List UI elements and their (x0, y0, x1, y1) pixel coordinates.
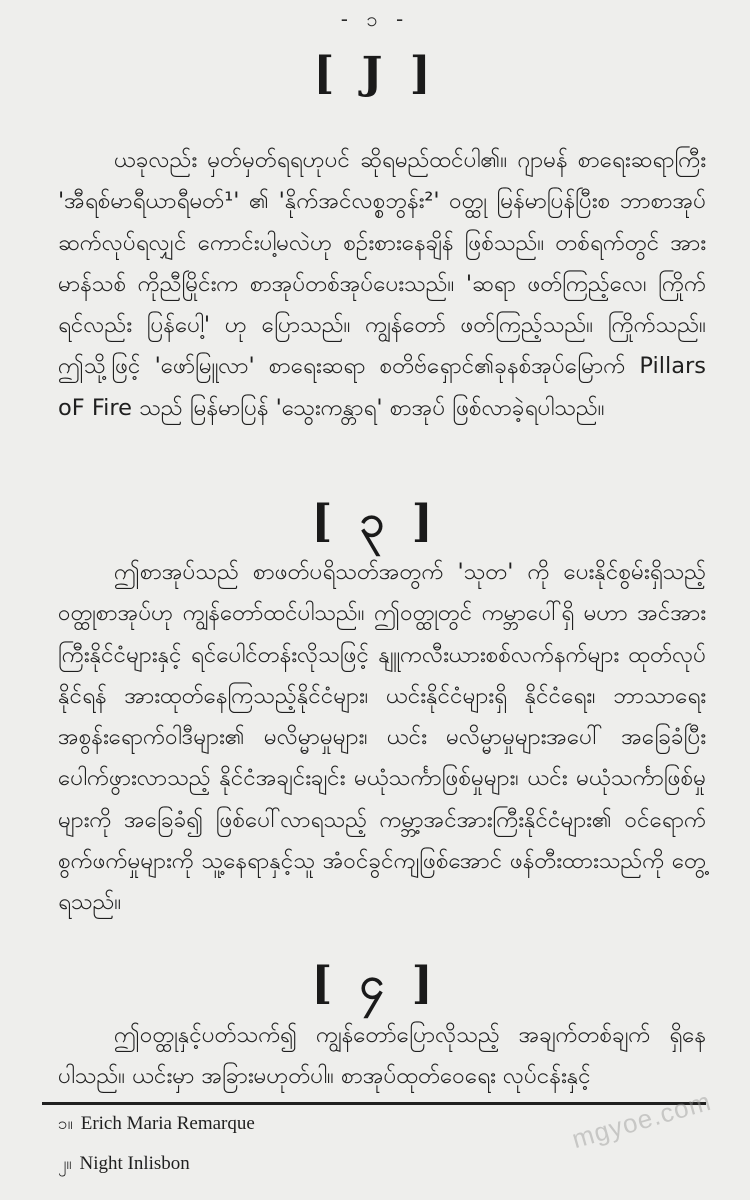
section-heading-3: [ ၃ ] (311, 496, 439, 547)
page-number: - ၁ - (340, 7, 410, 31)
footnote-2-text: Night Inlisbon (79, 1153, 190, 1174)
section-paragraph-3: ဤစာအုပ်သည် စာဖတ်ပရိသတ်အတွက် 'သုတ' ကို ပေးနိုင်စွမ်းရှိသည့် ဝတ္ထုစာအုပ်ဟု ကျွန်တော်ထင်ပါသည်။ ဤဝတ္ထုတွင် ကမ္ဘာပေါ်ရှိ မဟာ အင်အားကြီးနိုင်ငံများနှင့် ရင်ပေါင်တန်းလိုသဖြင့် နျူကလီးယားစစ်လက်နက်များ ထုတ်လုပ်နိုင်ရန် အားထုတ်နေကြသည့်နိုင်ငံများ၊ ယင်းနိုင်ငံများရှိ နိုင်ငံရေး၊ ဘာသာရေး အစွန်းရောက်ဝါဒီများ၏ မလိမ္မာမှုများ၊ ယင်း မလိမ္မာမှုများအပေါ် အခြေခံပြီး ပေါက်ဖွားလာသည့် နိုင်ငံအချင်းချင်း မယုံသင်္ကာဖြစ်မှုများ၊ ယင်း မယုံသင်္ကာဖြစ်မှုများကို အခြေခံ၍ ဖြစ်ပေါ်လာရသည့် ကမ္ဘာ့အင်အားကြီးနိုင်ငံများ၏ ဝင်ရောက်စွက်ဖက်မှုများကို သူ့နေရာနှင့်သူ အံဝင်ခွင်ကျဖြစ်အောင် ဖန်တီးထားသည်ကို တွေ့ရသည်။ (58, 559, 706, 916)
section-heading-2: [ J ] (313, 48, 437, 99)
section-heading-4: [ ၄ ] (311, 958, 439, 1009)
footnote-1-text: Erich Maria Remarque (80, 1113, 255, 1134)
footnote-2-mark: ၂။ (58, 1154, 72, 1174)
section-paragraph-2: ယခုလည်း မှတ်မှတ်ရရဟုပင် ဆိုရမည်ထင်ပါ၏။ ဂျာမန် စာရေးဆရာကြီး 'အီရစ်မာရီယာရီမတ်¹' ၏ 'နိုက်အင်လစ္စဘွန်း²' ဝတ္ထု မြန်မာပြန်ပြီးစ ဘာစာအုပ် ဆက်လုပ်ရလျှင် ကောင်းပါ့မလဲဟု စဉ်းစားနေချိန် ဖြစ်သည်။ တစ်ရက်တွင် အားမာန်သစ် ကိုညီမြိုင်းက စာအုပ်တစ်အုပ်ပေးသည်။ 'ဆရာ ဖတ်ကြည့်လေ၊ ကြိုက်ရင်လည်း ပြန်ပေါ့' ဟု ပြောသည်။ ကျွန်တော် ဖတ်ကြည့်သည်။ ကြိုက်သည်။ ဤသို့ဖြင့် 'ဖော်မြူလာ' စာရေးဆရာ စတိဗ်ရှောင်၏ခုနစ်အုပ်မြောက် Pillars oF Fire သည် မြန်မာပြန် 'သွေးကန္တာရ' စာအုပ် ဖြစ်လာခဲ့ရပါသည်။ (58, 147, 706, 421)
footnote-1 (58, 1112, 255, 1136)
footnote-2 (58, 1152, 190, 1176)
footnote-divider (42, 1102, 706, 1105)
footnote-1-mark: ၁။ (58, 1114, 73, 1134)
section-paragraph-4: ဤဝတ္ထုနှင့်ပတ်သက်၍ ကျွန်တော်ပြောလိုသည့် အချက်တစ်ချက် ရှိနေပါသည်။ ယင်းမှာ အခြားမဟုတ်ပါ။ စာအုပ်ထုတ်ဝေရေး လုပ်ငန်းနှင့် (58, 1022, 706, 1090)
watermark: mgyoe.com (568, 1085, 715, 1155)
